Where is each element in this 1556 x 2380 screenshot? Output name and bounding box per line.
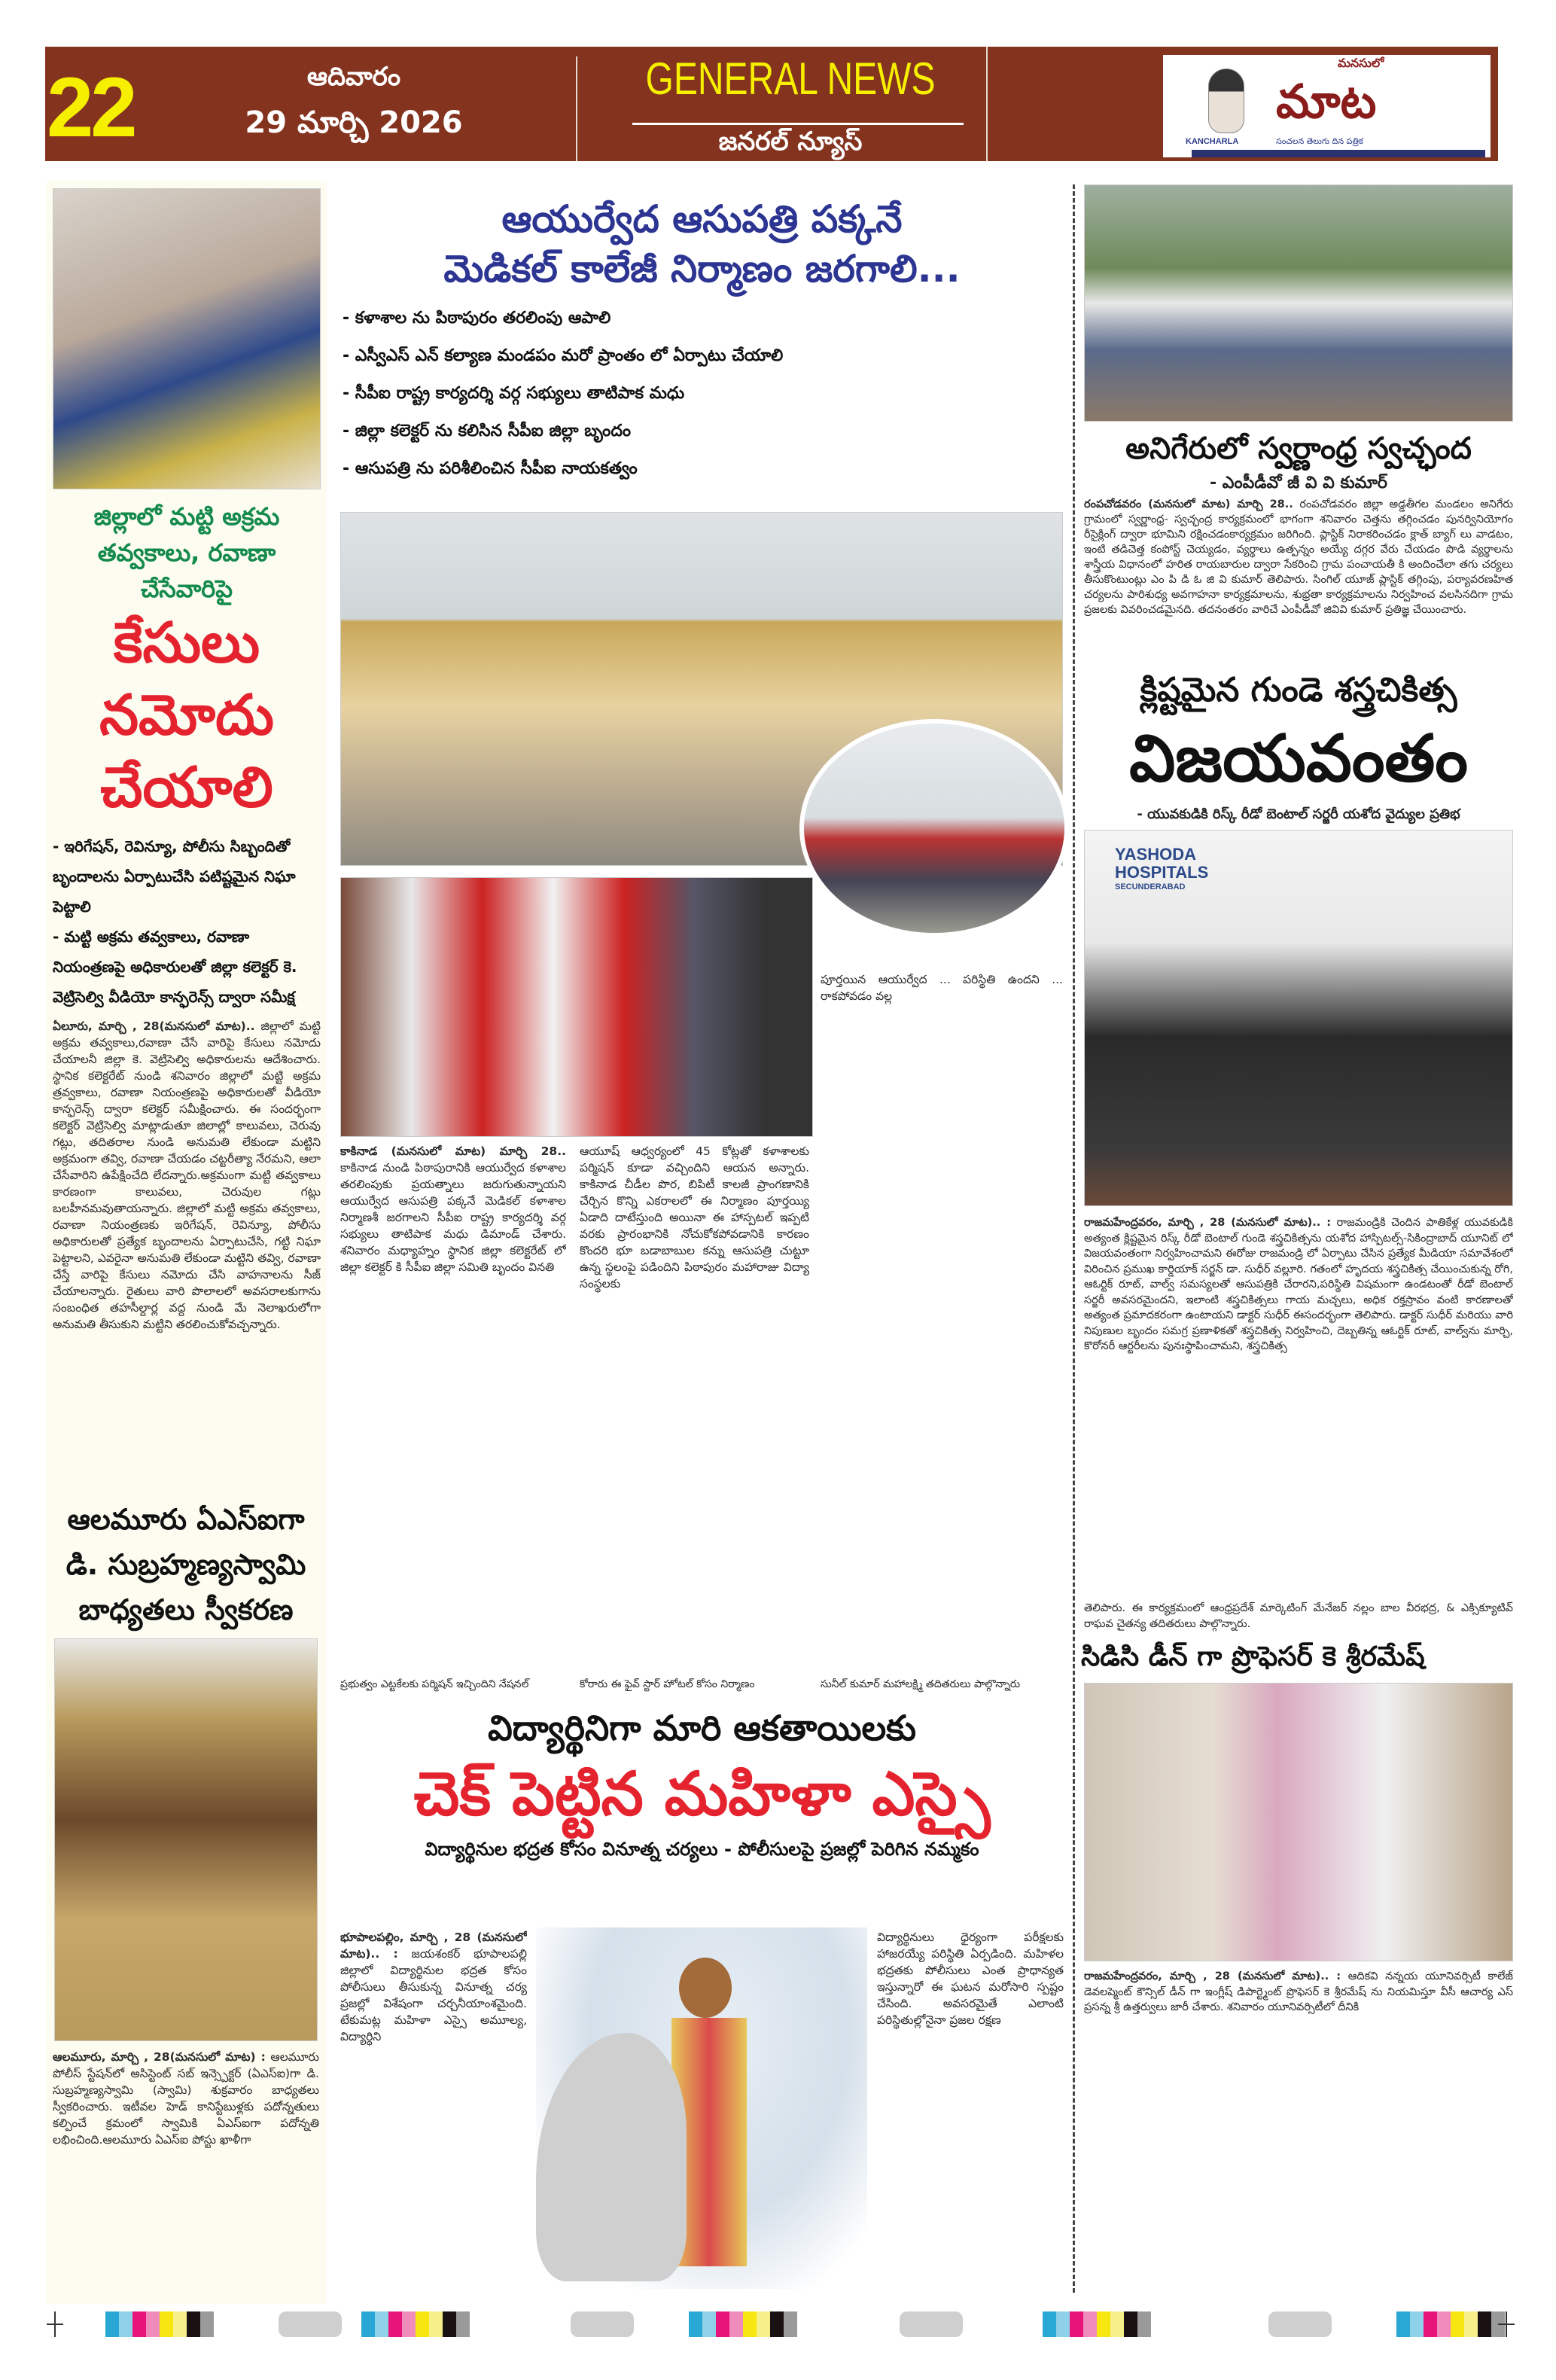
headline-main-line3: చేయాలి (100, 755, 273, 820)
color-swatch (1070, 2311, 1083, 2337)
color-swatch (1056, 2311, 1070, 2337)
color-swatch (443, 2311, 456, 2337)
color-swatch (105, 2311, 119, 2337)
police-kicker: విద్యార్థినిగా మారి ఆకతాయిలకు (488, 1708, 916, 1748)
article-last-line: ప్రభుత్వం ఎట్టకేలకు పర్మిషన్ ఇచ్చిందిని నేషనల్ (340, 1678, 529, 1690)
bullet-item: - జిల్లా కలెక్టర్ ను కలిసిన సీపీఐ జిల్లా బృందం (343, 422, 632, 440)
color-swatch (1124, 2311, 1137, 2337)
dateline: ఏలూరు, మార్చి , 28(మనసులో మాట).. (53, 1019, 255, 1033)
newspaper-logo (1163, 55, 1491, 157)
dateline: రంపచోడవరం (మనసులో మాట) మార్చి 28.. (1084, 498, 1293, 510)
page-number: 22 (47, 60, 135, 154)
body-text: ఆలమూరు పోలీస్ స్టేషన్‌లో అసిస్టెంట్ సబ్ ఇన్స్పెక్టర్ (ఏఎస్ఐ)గా డి. సుబ్రహ్మణ్యస్వామి (స్వామి) శుక్రవారం బాధ్యతలు స్వీకరించారు. ఇటీవల హెడ్ కానిస్టేబుళ్లకు పదోన్నతులు కల్పించే క్రమంలో స్వామికి ఏఎస్ఐగా పదోన్నతి లభించింది.ఆలమూరు ఏఎస్ఐ పోస్టు ఖాళీగా (53, 2050, 319, 2147)
section-title-te: జనరల్ న్యూస్ (718, 126, 863, 157)
color-swatch (160, 2311, 173, 2337)
grey-swatch (279, 2311, 342, 2337)
headline-kicker: జిల్లాలో మట్టి అక్రమ తవ్వకాలు, రవాణా చేసేవారిపై (93, 502, 280, 603)
color-swatch (770, 2311, 784, 2337)
day-label: ఆదివారం (306, 62, 401, 92)
divider (632, 123, 964, 125)
logo-main: మాట (1276, 74, 1377, 129)
asi-headline-3: బాధ్యతలు స్వీకరణ (78, 1593, 294, 1626)
banner-text: YASHODA HOSPITALS SECUNDERABAD (1115, 845, 1209, 891)
bullet-item: - ఎస్వీఎస్ ఎన్ కల్యాణ మండపం మరో ప్రాంతం లో ఏర్పాటు చేయాలి (343, 346, 784, 365)
dean-body (1084, 1969, 1513, 2293)
asi-headline-2: డి. సుబ్రహ్మణ్యస్వామి (65, 1548, 306, 1581)
swachh-stack (1081, 426, 1516, 664)
color-swatch (784, 2311, 797, 2337)
surgery-body (1084, 1215, 1513, 1601)
bullet-item: - కళాశాల ను పిఠాపురం తరలింపు ఆపాలి (343, 309, 611, 328)
dean-headline: సిడిసి డీన్ గా ప్రొఫెసర్ కె శ్రీరమేష్ (1081, 1641, 1425, 1672)
asi-portrait-photo (54, 1638, 318, 2041)
collector-photo (53, 188, 321, 489)
color-swatch (187, 2311, 200, 2337)
lead-bullets (339, 300, 1065, 488)
dean-appointment-photo (1084, 1683, 1513, 1961)
left-bottom-stack (50, 1497, 322, 2292)
police-col-1 (340, 1929, 527, 2290)
grey-swatch (571, 2311, 634, 2337)
crop-mark (47, 2324, 63, 2325)
color-swatch (1451, 2311, 1464, 2337)
divider (986, 47, 988, 161)
body-text: ఆదికవి నన్నయ యూనివర్సిటీ కాలేజ్ డెవలప్మెంట్ కౌన్సిల్ డీన్ గా ఇంగ్లీష్ డిపార్ట్మెంట్ ప్రొఫెసర్ కె శ్రీరమేష్ ను నియమిస్తూ వీసీ ఆచార్య ఎస్ ప్రసన్న శ్రీ ఉత్తర్వులు జారీ చేశారు. శనివారం యూనివర్సిటీలో దీనికి (1084, 1970, 1513, 2013)
grey-swatch (900, 2311, 963, 2337)
color-swatch (361, 2311, 375, 2337)
color-swatch (1410, 2311, 1424, 2337)
illustration-hand (536, 2033, 687, 2281)
color-swatch (1097, 2311, 1110, 2337)
column-separator (1073, 184, 1075, 2293)
illustration-student (536, 1927, 867, 2289)
color-swatch (1478, 2311, 1491, 2337)
dateline: రాజమహేంద్రవరం, మార్చి , 28 (మనసులో మాట).. : (1084, 1217, 1332, 1229)
body-text: రంపచోడవరం జిల్లా అడ్డతీగల మండలం అనిగేరు గ్రామంలో స్వర్ణాంధ్ర- స్వచ్ఛంద్ర కార్యక్రమంలో భాగంగా శనివారం చెత్తను తగ్గించడం పునర్వినియోగం రీసైక్లింగ్ ద్వారా భూమిని రక్షించడంకార్యక్రమం జరిగింది. ప్లాస్టిక్ నిరాకరించడం క్లాత్ బ్యాగ్ లు వాడటం, ఇంటి తడిచెత్త కంపోస్ట్ చెయ్యడం, వ్యర్థాలు ఉత్పన్నం అయ్యే దగ్గర వేరు చేయడం పొడి వ్యర్థాలను శాస్త్రీయ విధానంలో హరిత రాయబారుల ద్వారా సేకరించి గ్రామ పంచాయతీ కి అందించేలా తగు చర్యలు తీసుకొంటుంట్లు ఎం పి డి ఓ జి వి కుమార్ తెలిపారు. సింగిల్ యూజ్ ప్లాస్టిక్ తగ్గింపు, పర్యావరణహిత చర్యలను పారిశుధ్య అవగాహనా కార్యక్రమాలను, శుభ్రతా కార్యక్రమాలను నిర్వహించ వలసినదిగా గ్రామ ప్రజలకు వివరించడమైనది. తదనంతరం వారిచే ఎంపీడీవో జివివి కుమార్ ప్రతిజ్ఞ చేయించారు. (1084, 498, 1513, 616)
color-swatch (1396, 2311, 1410, 2337)
police-subhead: విద్యార్థినుల భద్రత కోసం వినూత్న చర్యలు - పోలీసులపై ప్రజల్లో పెరిగిన నమ్మకం (425, 1839, 979, 1860)
dateline: కాకినాడ (మనసులో మాట) మార్చి 28.. (340, 1144, 566, 1158)
color-swatch (146, 2311, 160, 2337)
police-headline: చెక్ పెట్టిన మహిళా ఎస్సై (413, 1759, 991, 1829)
color-swatch (1424, 2311, 1437, 2337)
color-swatch (1110, 2311, 1124, 2337)
surgery-body-end: తెలిపారు. ఈ కార్యక్రమంలో ఆంధ్రప్రదేశ్ మార్కెటింగ్ మేనేజర్ నల్లం బాల వీరభద్ర, & ఎక్సిక్యూటివ్ రాఘవ చైతన్య తదితరులు పాల్గొన్నారు. (1084, 1602, 1513, 1630)
color-swatch (173, 2311, 187, 2337)
bullet-item: - ఆసుపత్రి ను పరిశీలించిన సీపీఐ నాయకత్వం (343, 459, 638, 478)
color-swatch (757, 2311, 770, 2337)
date-label: 29 మార్చి 2026 (245, 105, 463, 140)
color-swatch (702, 2311, 716, 2337)
body-text: రాజమండ్రికి చెందిన పాతికేళ్ల యువకుడికి అత్యంత క్లిష్టమైన రిస్క్ రీడో బెంటాల్ గుండె శస్త్రచికిత్సను యశోద హాస్పిటల్స్-సికింద్రాబాద్ యూనిట్ లో విజయవంతంగా నిర్వహించామని ఈరోజు రాజమండ్రి లో ఏర్పాటు చేసిన ప్రత్యేక మీడియా సమావేశంలో విరించిన ప్రముఖ కార్డియాక్ సర్జన్ డా. సుధీర్ వల్లూరి. గతంలో హృదయ శస్త్రచికిత్స చేయించుకున్న రోగి, ఆఓర్టిక్ రూట్, వాల్వ్ సమస్యలతో ఆసుపత్రికి చేరారని,పరిస్థితి విషమంగా ఉండటంతో రీడో బెంటాల్ సర్జరీ అవసరమైందని, ఇలాంటి శస్త్రచికిత్సలు గాయ మచ్చలు, అధిక రక్తస్రావం వంటి కారణాలతో అత్యంత ప్రమాదకరంగా ఉంటాయని డాక్టర్ సుధీర్ ఈసందర్భంగా తెలిపారు. డాక్టర్ సుధీర్ మరియు వారి నిపుణుల బృందం సమగ్ర ప్రణాళికతో శస్త్రచికిత్స నిర్వహించి, దెబ్బతిన్న ఆఓర్టిక్ రూట్, వాల్వ్‌ను మార్చి, కొరోనరీ ఆర్టరీలను పునఃస్థాపించామని, శస్త్రచికిత్స (1084, 1217, 1513, 1352)
surgery-headline-2: విజయవంతం (1129, 721, 1468, 797)
color-swatch (456, 2311, 470, 2337)
logo-tagline: సంచలన తెలుగు దిన పత్రిక (1276, 136, 1363, 146)
dateline: ఆలమూరు, మార్చి , 28(మనసులో మాట) : (53, 2050, 266, 2064)
founder-portrait-icon (1208, 69, 1244, 133)
color-swatch (1083, 2311, 1097, 2337)
color-swatch (689, 2311, 702, 2337)
article-col-3: పూర్తయిన ఆయుర్వేద ... పరిస్థితి ఉందని ... రాకపోవడం వల్ల (821, 973, 1063, 1003)
section-title-en: GENERAL NEWS (645, 54, 936, 105)
color-swatch (1464, 2311, 1478, 2337)
article-last-line: సునీల్ కుమార్ మహాలక్ష్మి తదితరులు పాల్గొన్నారు (821, 1678, 1021, 1690)
body-text: కాకినాడ నుండి పిఠాపురానికి ఆయుర్వేద కళాశాల తరలింపుకు ప్రయత్నాలు జరుగుతున్నాయని ఆయుర్వేద ఆసుపత్రి పక్కనే మెడికల్ కళాశాల నిర్మాణశీ జరగాలని సీపీఐ రాష్ట్ర కార్యదర్శి వర్గ సభ్యులు తాటిపాక మధు డిమాండ్ చేశారు. శనివారం మధ్యాహ్నం స్థానిక జిల్లా కలెక్టరేట్ లో జిల్లా కలెక్టర్ కి సీపీఐ జిల్లా సమితి బృందం వినతి (340, 1161, 566, 1274)
right-lower-stack (1081, 667, 1516, 2293)
logo-brand: KANCHARLA (1186, 137, 1239, 146)
swachh-andhra-photo (1084, 184, 1513, 422)
press-meet-photo (1084, 830, 1513, 1206)
subhead-bullet: - మట్టి అక్రమ తవ్వకాలు, రవాణా నియంత్రణపై అధికారులతో జిల్లా కలెక్టర్ కె. వెట్రిసెల్వి వీడియో కాన్ఫరెన్స్ ద్వారా సమీక్ష (53, 928, 297, 1006)
article-body (53, 1018, 321, 1491)
asi-headline-1: ఆలమూరు ఏఎస్ఐగా (67, 1503, 305, 1536)
asi-article-body (53, 2049, 319, 2292)
color-swatch (729, 2311, 743, 2337)
divider (576, 56, 577, 161)
color-swatch (416, 2311, 429, 2337)
left-top-stack (53, 188, 321, 1491)
body-text: జిల్లాలో మట్టి అక్రమ తవ్వకాలు,రవాణా చేసే వారిపై కేసులు నమోదు చేయాలనీ జిల్లా కె. వెట్రిసెల్వి అధికారులను ఆదేశించారు. స్థానిక కలెక్టరేట్ నుండి శనివారం జిల్లాలో మట్టి అక్రమ త్రవ్వకాలు, రవాణా నియంత్రణపై అధికారులతో వీడియో కాన్ఫరెన్స్ ద్వారా కలెక్టర్ సమీక్షించారు. ఈ సందర్భంగా కలెక్టర్ వెట్రిసెల్వి మాట్లాడుతూ జిలాల్లో కాలువలు, చెరువు గట్లు, తదితరాల నుండి అనుమతి లేకుండా మట్టిని అక్రమంగా తవ్వి, రవాణా చేయడం చట్టరీత్యా నేరమని, ఆలా చేసేవారిని ఉపేక్షించేది లేదన్నారు.అక్రమంగా మట్టి తవ్వకాలు కారణంగా కాలువలు, చెరువుల గట్లు బలహీనమవుతాయన్నారు. జిల్లాలో మట్టి అక్రమ తవ్వకాలు, రవాణా నియంత్రణకు ఇరిగేషన్, రెవిన్యూ, పోలీసు అధికారులతో ప్రత్యేక బృందాలను ఏర్పాటుచేసి, గట్టి నిఘా పెట్టాలని, ఎవరైనా అనుమతి లేకుండా మట్టిని తవ్వి, రవాణా చేస్తే వారిపై కేసులు నమోదు చేసి వాహనాలను సీజ్ చేయాలన్నారు. రైతులు వారి పొలాలలో అవసరాలకుగాను సంబంధిత తహసీల్దార్ల వద్ద నుండి మే నెలాఖరులోగా అనుమతి తీసుకుని మట్టిని తరలించుకోవచ్చన్నారు. (53, 1019, 321, 1331)
article-col-1 (340, 1143, 566, 1673)
color-swatch (132, 2311, 146, 2337)
color-swatch (743, 2311, 757, 2337)
surgery-subhead: - యువకుడికి రిస్క్ రీడో బెంటాల్ సర్జరీ యశోద వైద్యుల ప్రతిభ (1137, 806, 1460, 822)
swachh-headline: అనిగేరులో స్వర్ణాంధ్ర స్వచ్ఛంద (1125, 431, 1472, 466)
color-swatch (1437, 2311, 1451, 2337)
logo-bar (1192, 150, 1485, 157)
bullet-item: - సీపీఐ రాష్ట్ర కార్యదర్శి వర్గ సభ్యులు తాటిపాక మధు (343, 384, 685, 403)
inspection-inset-photo (799, 719, 1069, 937)
lead-headline-1: ఆయుర్వేద ఆసుపత్రి పక్కనే (501, 197, 903, 241)
color-swatch (200, 2311, 214, 2337)
color-swatch (716, 2311, 729, 2337)
lead-headline-2: మెడికల్ కాలేజీ నిర్మాణం జరగాలి... (443, 247, 961, 291)
color-swatch (1043, 2311, 1056, 2337)
lead-header-stack (339, 194, 1065, 509)
body-text: జయశంకర్ భూపాలపల్లి జిల్లాలో విద్యార్థినుల భద్రత కోసం పోలీసులు తీసుకున్న వినూత్న చర్య ప్రజల్లో విశేషంగా చర్చనీయాంశమైంది. టేకుమట్ల మహిళా ఎస్సై అమూల్య, విద్యార్థిని (340, 1947, 527, 2043)
headline-main-line1: కేసులు (113, 611, 260, 675)
memorandum-photo (340, 877, 813, 1137)
color-swatch (402, 2311, 416, 2337)
swachh-body (1084, 497, 1513, 664)
color-swatch (375, 2311, 388, 2337)
color-swatch (388, 2311, 402, 2337)
article-col-2: ఆయూష్ ఆధ్వర్యంలో 45 కోట్లతో కళాశాలకు పర్మిషన్ కూడా వచ్చిందిని ఆయన అన్నారు. కాకినాడ చీడీల పొర, బిపిటీ కాలజీ ప్రాంగణానికి చేర్చిన కొన్ని ఎకరాలలో ఈ నిర్మాణం పూర్తయ్యి ఏడాది దాటేస్తుంది అయినా ఈ హాస్పటల్ ఇప్పటి వరకు ప్రారంభానికి నోచుకోకపోవడానికి కారణం కొందరి భూ బడాబాబుల కన్ను ఆసుపత్రి చుట్టూ ఉన్న స్థలంపై పడిందిని పిఠాపురం మహారాజు విద్యా సంస్థలకు (580, 1144, 809, 1291)
color-swatch (429, 2311, 443, 2337)
swachh-byline: - ఎంపీడీవో జీ వి వి కుమార్ (1210, 474, 1387, 492)
article-last-line: కోరారు ఈ ఫైవ్ స్టార్ హోటల్ కోసం నిర్మాణం (580, 1678, 755, 1690)
color-swatch (1137, 2311, 1151, 2337)
color-swatch (119, 2311, 132, 2337)
police-col-2: విద్యార్థినులు ధైర్యంగా పరీక్షలకు హాజరయ్యే పరిస్థితి ఏర్పడింది. మహిళల భద్రతకు పోలీసులు ఎంత ప్రాధాన్యత ఇస్తున్నారో ఈ ఘటన మరోసారి స్పష్టం చేసింది. అవసరమైతే ఎలాంటి పరిస్థితుల్లోనైనా ప్రజల రక్షణ (877, 1931, 1064, 2027)
logo-small: మనసులో (1338, 56, 1384, 70)
dateline: భూపాలపల్లిం, మార్చి , 28 (మనసులో మాట).. : (340, 1931, 527, 1961)
crop-mark (1498, 2324, 1515, 2325)
dateline: రాజమహేంద్రవరం, మార్చి , 28 (మనసులో మాట).. : (1084, 1970, 1341, 1982)
grey-swatch (1268, 2311, 1332, 2337)
illustration-figure-head (679, 1958, 732, 2018)
surgery-headline-1: క్లిష్టమైన గుండె శస్త్రచికిత్స (1140, 671, 1457, 709)
subhead-bullet: - ఇరిగేషన్, రెవిన్యూ, పోలీసు సిబ్బందితో బృందాలను ఏర్పాటుచేసి పటిష్టమైన నిఘా పెట్టాలి (53, 837, 296, 916)
police-header-stack (339, 1703, 1065, 1924)
headline-main-line2: నమోదు (99, 683, 274, 748)
